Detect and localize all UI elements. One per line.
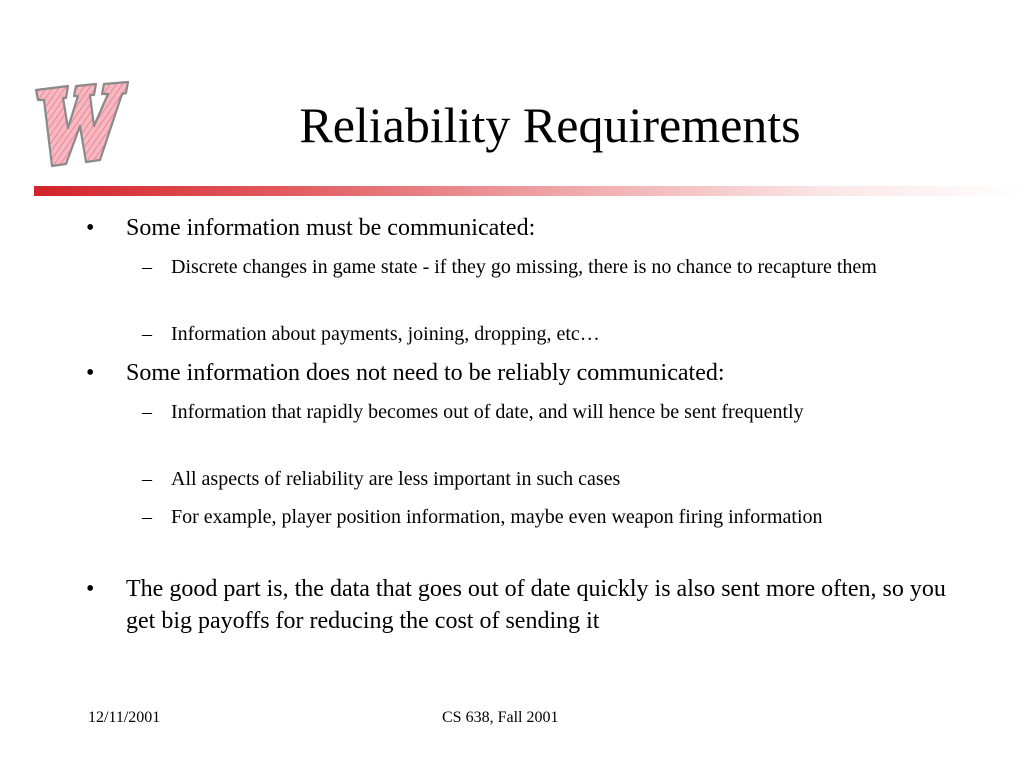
bullet-item: Some information does not need to be reliably communicated: bbox=[126, 360, 725, 386]
bullet-icon: • bbox=[86, 215, 95, 241]
footer-date: 12/11/2001 bbox=[88, 709, 161, 726]
dash-icon: – bbox=[142, 468, 152, 490]
sub-bullet-item: Information about payments, joining, dropping, etc… bbox=[171, 323, 600, 345]
sub-bullet-item: All aspects of reliability are less important in such cases bbox=[171, 468, 621, 490]
bullet-item: Some information must be communicated: bbox=[126, 215, 536, 241]
dash-icon: – bbox=[142, 323, 152, 345]
dash-icon: – bbox=[142, 401, 152, 423]
footer-course: CS 638, Fall 2001 bbox=[442, 709, 559, 726]
slide-title: Reliability Requirements bbox=[299, 97, 801, 153]
sub-bullet-item: Discrete changes in game state - if they go missing, there is no chance to recapture them bbox=[171, 256, 877, 278]
bullet-icon: • bbox=[86, 576, 95, 602]
bullet-item: The good part is, the data that goes out of date quickly is also sent more often, so you get big payoffs for reducing the cost of sending it bbox=[126, 576, 946, 634]
dash-icon: – bbox=[142, 256, 152, 278]
sub-bullet-item: Information that rapidly becomes out of date, and will hence be sent frequently bbox=[171, 401, 804, 423]
bullet-icon: • bbox=[86, 360, 95, 386]
sub-bullet-item: For example, player position information, maybe even weapon firing information bbox=[171, 506, 823, 528]
dash-icon: – bbox=[142, 506, 152, 528]
